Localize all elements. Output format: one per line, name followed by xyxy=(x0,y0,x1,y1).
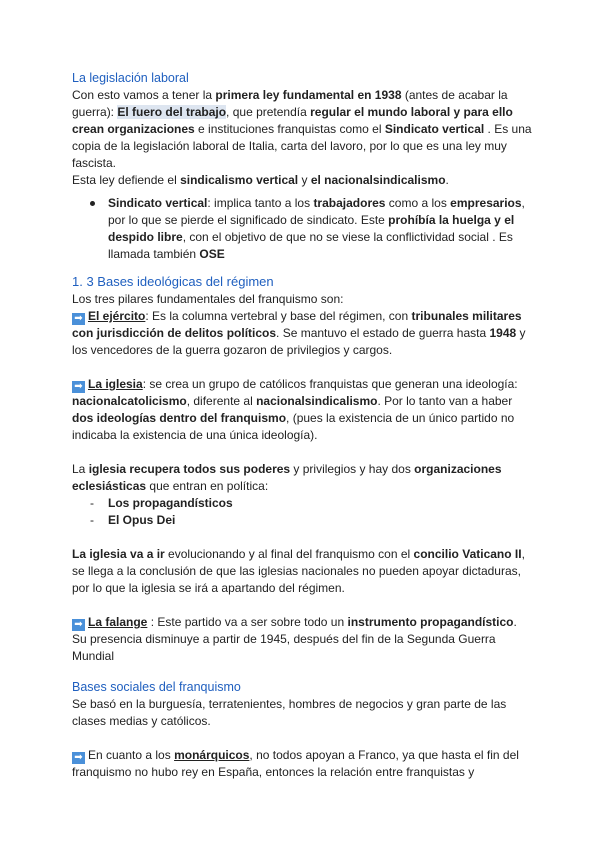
list-item: - Los propagandísticos xyxy=(90,496,233,510)
list-item: Sindicato vertical: implica tanto a los trabajadores como a los empresarios, por lo que se pierde el significado de sindicato. Este prohíbía la huelga y el despido libre, con el objetivo de que no se viese la conflictividad social . Es llamada también OSE xyxy=(108,195,532,263)
paragraph-bases-sociales: Se basó en la burguesía, terratenientes, hombres de negocios y gran parte de las clases medias y católicos. xyxy=(72,697,507,728)
list-item: - El Opus Dei xyxy=(90,513,176,527)
arrow-right-icon: ➡ xyxy=(72,381,85,393)
section-title-bases-sociales: Bases sociales del franquismo xyxy=(72,680,241,694)
document-page xyxy=(72,70,532,781)
arrow-right-icon: ➡ xyxy=(72,313,85,325)
bullet-icon xyxy=(90,201,95,206)
paragraph-iglesia-evolucion: La iglesia va a ir evolucionando y al final del franquismo con el concilio Vaticano II, se llega a la conclusión de que las iglesias nacionales no pueden apoyar dictaduras, por lo que la iglesia se irá a apartando del régimen. xyxy=(72,547,525,595)
arrow-right-icon: ➡ xyxy=(72,619,85,631)
paragraph-monarquicos: ➡ En cuanto a los monárquicos, no todos apoyan a Franco, ya que hasta el fin del franquismo no hubo rey en España, entonces la relación entre franquistas y xyxy=(72,748,519,779)
section-title-bases-ideologicas: 1. 3 Bases ideológicas del régimen xyxy=(72,274,274,289)
paragraph-ejercito: ➡ El ejército: Es la columna vertebral y base del régimen, con tribunales militares con jurisdicción de delitos políticos. Se mantuvo el estado de guerra hasta 1948 y los vencedores de la guerra gozaron de privilegios y cargos. xyxy=(72,309,526,357)
highlighted-term: El fuero del trabajo xyxy=(117,105,227,119)
section-title-legislacion: La legislación laboral xyxy=(72,71,189,85)
dash-list xyxy=(72,495,532,529)
paragraph-intro: Los tres pilares fundamentales del franquismo son: xyxy=(72,292,344,306)
paragraph-falange: ➡ La falange : Este partido va a ser sobre todo un instrumento propagandístico. Su presencia disminuye a partir de 1945, después del fin de la Segunda Guerra Mundial xyxy=(72,615,517,663)
paragraph-legislacion-2: Esta ley defiende el sindicalismo vertical y el nacionalsindicalismo. xyxy=(72,173,449,187)
bullet-list xyxy=(72,195,532,263)
arrow-right-icon: ➡ xyxy=(72,752,85,764)
paragraph-legislacion-1: Con esto vamos a tener la primera ley fundamental en 1938 (antes de acabar la guerra): El fuero del trabajo, que pretendía regular el mundo laboral y para ello crean organizaciones e instituciones franquistas como el Sindicato vertical . Es una copia de la legislación laboral de Italia, carta del lavoro, por lo que es una ley muy fascista. xyxy=(72,88,532,170)
paragraph-iglesia: ➡ La iglesia: se crea un grupo de católicos franquistas que generan una ideología: nacionalcatolicismo, diferente al nacionalsindicalismo. Por lo tanto van a haber dos ideologías dentro del franquismo, (pues la existencia de un único partido no indicaba la existencia de una única ideología). xyxy=(72,377,518,442)
paragraph-iglesia-poderes: La iglesia recupera todos sus poderes y privilegios y hay dos organizaciones eclesiásticas que entran en política: xyxy=(72,462,502,493)
